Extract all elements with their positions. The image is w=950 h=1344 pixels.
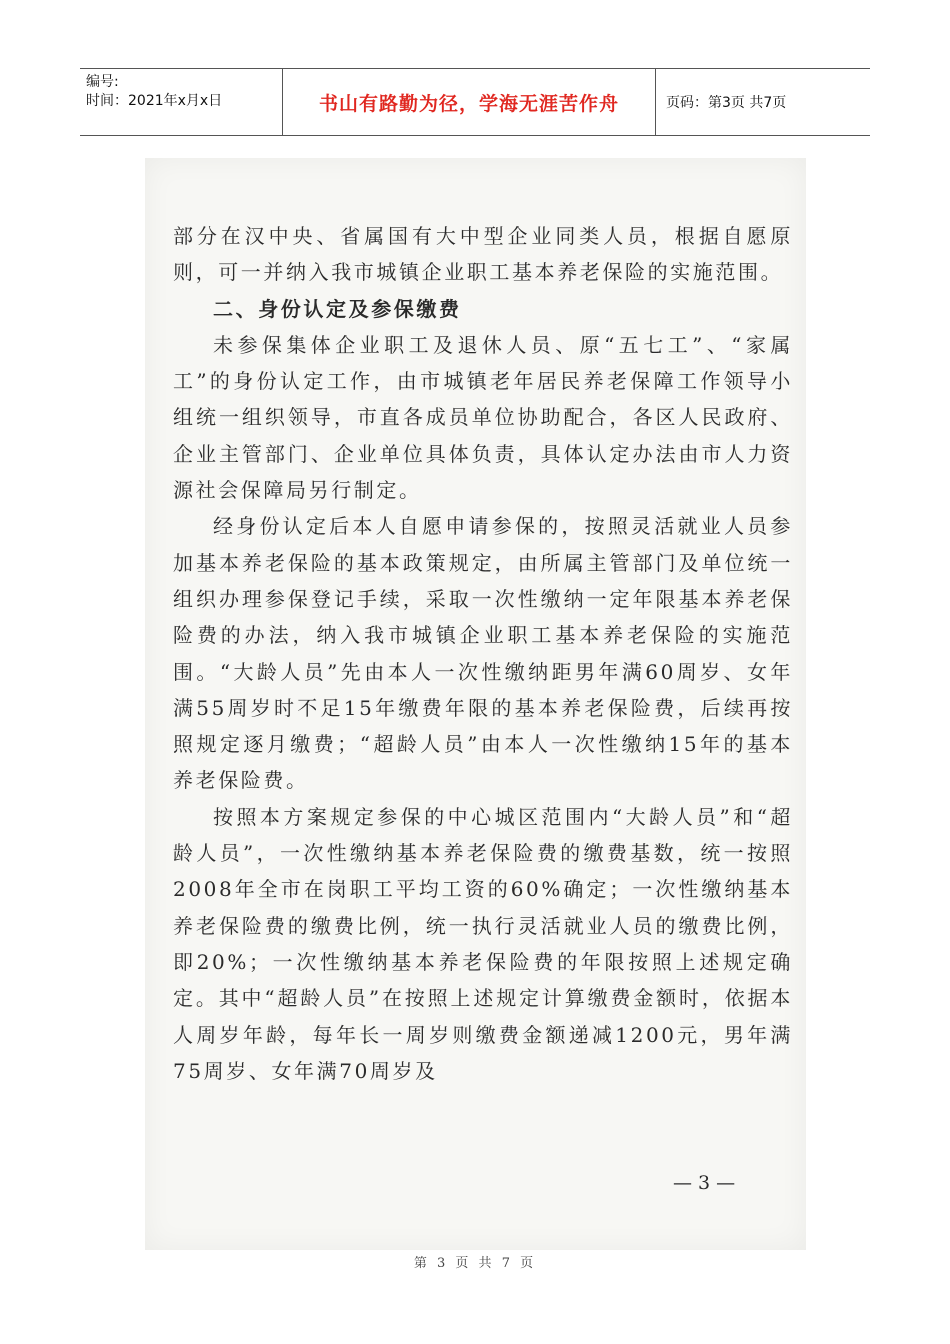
page-footer: 第 3 页 共 7 页 [413, 1256, 537, 1271]
header-page-info: 页码：第3页 共7页 [666, 95, 787, 111]
scanned-page [145, 158, 806, 1250]
document-body [173, 218, 793, 1089]
paragraph-2: 未参保集体企业职工及退休人员、原“五七工”、“家属工”的身份认定工作，由市城镇老年居民养老保障工作领导小组统一组织领导，市直各成员单位协助配合，各区人民政府、企业主管部门、企业单位具体负责，具体认定办法由市人力资源社会保障局另行制定。 [173, 332, 793, 503]
document-time-label: 时间：2021年x月x日 [86, 93, 223, 109]
section-heading-2: 二、身份认定及参保缴费 [213, 296, 462, 321]
page-header [80, 68, 870, 136]
scan-page-number: — 3 — [673, 1172, 736, 1194]
paragraph-1: 部分在汉中央、省属国有大中型企业同类人员，根据自愿原则，可一并纳入我市城镇企业职工基本养老保险的实施范围。 [173, 224, 793, 285]
header-motto: 书山有路勤为径，学海无涯苦作舟 [282, 69, 656, 135]
paragraph-3: 经身份认定后本人自愿申请参保的，按照灵活就业人员参加基本养老保险的基本政策规定，由所属主管部门及单位统一组织办理参保登记手续，采取一次性缴纳一定年限基本养老保险费的办法，纳入我市城镇企业职工基本养老保险的实施范围。“大龄人员”先由本人一次性缴纳距男年满60周岁、女年满55周岁时不足15年缴费年限的基本养老保险费，后续再按照规定逐月缴费；“超龄人员”由本人一次性缴纳15年的基本养老保险费。 [173, 514, 793, 793]
document-number-label: 编号: [86, 74, 119, 90]
paragraph-4: 按照本方案规定参保的中心城区范围内“大龄人员”和“超龄人员”，一次性缴纳基本养老保险费的缴费基数，统一按照2008年全市在岗职工平均工资的60%确定；一次性缴纳基本养老保险费的缴费比例，统一执行灵活就业人员的缴费比例，即20%；一次性缴纳基本养老保险费的年限按照上述规定确定。其中“超龄人员”在按照上述规定计算缴费金额时，依据本人周岁年龄，每年长一周岁则缴费金额递减1200元，男年满75周岁、女年满70周岁及 [173, 804, 793, 1083]
header-meta [80, 69, 282, 135]
